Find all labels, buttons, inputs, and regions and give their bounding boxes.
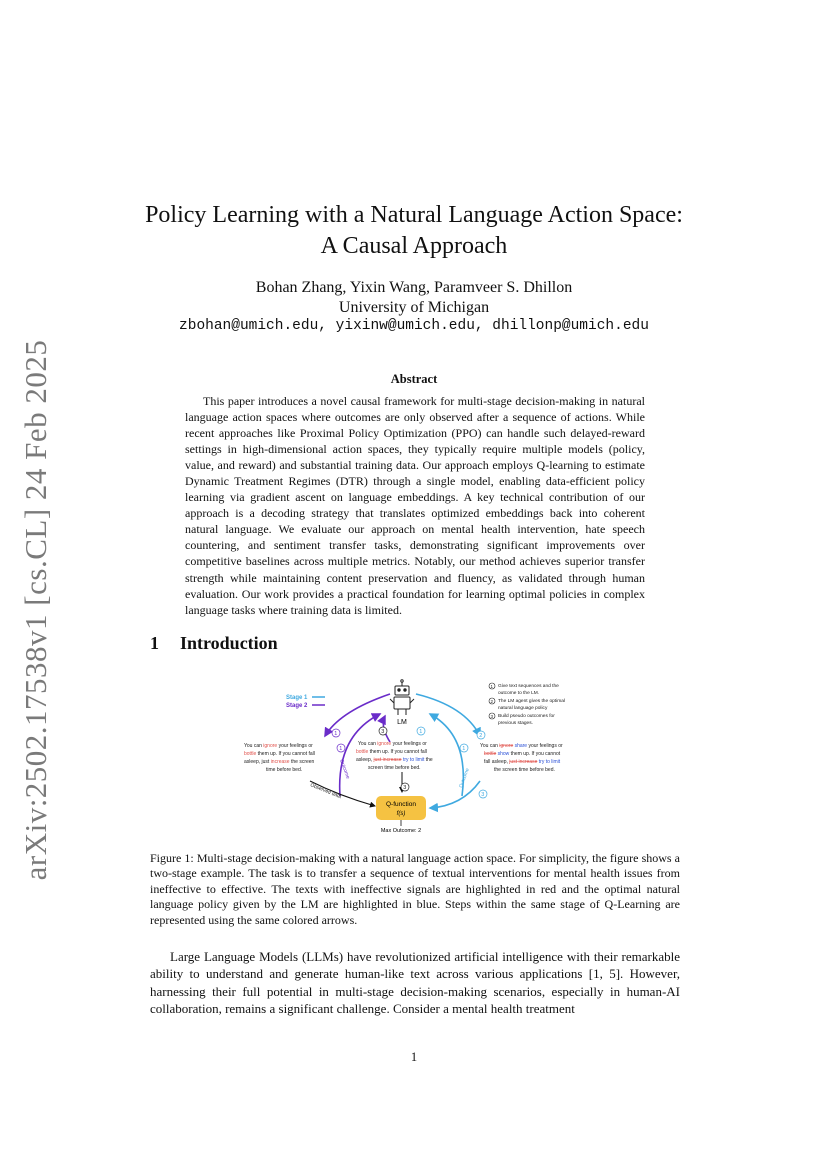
q-function-box bbox=[376, 796, 426, 820]
svg-text:asleep, just increase try to l: asleep, just increase try to limit the bbox=[356, 757, 433, 763]
robot-icon bbox=[390, 680, 414, 715]
figure-diagram bbox=[240, 676, 590, 841]
title-line-2: A Causal Approach bbox=[320, 233, 508, 259]
author-names: Bohan Zhang, Yixin Wang, Paramveer S. Dhillon bbox=[255, 279, 573, 296]
section-number: 1 bbox=[150, 633, 159, 653]
svg-text:bottle them up. If you cannot: bottle them up. If you cannot fall bbox=[244, 751, 315, 757]
author-block bbox=[0, 278, 828, 318]
marker-number: 2 bbox=[479, 733, 483, 739]
abstract-heading: Abstract bbox=[390, 372, 438, 386]
outcome-label-stage-2: Outcome bbox=[338, 758, 351, 780]
step-marker: 1 bbox=[490, 683, 494, 689]
step-marker: 2 bbox=[490, 698, 494, 704]
step-1-line-a: Give text sequences and the bbox=[498, 684, 559, 689]
left-text-block bbox=[244, 743, 315, 773]
stage-1-arrow-to-q bbox=[430, 781, 480, 808]
page-number: 1 bbox=[410, 1050, 418, 1064]
step-3-line-a: Build pseudo outcomes for bbox=[498, 714, 555, 719]
svg-text:bottle them up. If you cannot: bottle them up. If you cannot fall bbox=[356, 749, 427, 755]
section-title: Introduction bbox=[180, 633, 278, 653]
svg-text:time before bed.: time before bed. bbox=[266, 767, 303, 773]
marker-number: 3 bbox=[403, 785, 407, 791]
svg-text:You can ignore share your feel: You can ignore share your feelings or bbox=[480, 743, 563, 749]
stage-2-outcome-arrow bbox=[340, 714, 380, 796]
max-outcome-label: Max Outcome: 2 bbox=[380, 828, 422, 834]
step-3-line-b: previous stages. bbox=[498, 721, 533, 726]
author-emails: zbohan@umich.edu, yixinw@umich.edu, dhillonp@umich.edu bbox=[179, 318, 649, 334]
figure-1 bbox=[240, 676, 590, 841]
step-2-line-a: The LM agent gives the optimal bbox=[498, 699, 565, 704]
marker-number: 3 bbox=[381, 729, 385, 735]
section-heading bbox=[150, 633, 278, 654]
figure-legend bbox=[286, 695, 325, 709]
step-1-line-b: outcome to the LM. bbox=[498, 691, 540, 696]
svg-text:fall asleep, just increase try: fall asleep, just increase try to limit bbox=[484, 759, 561, 765]
paper-title bbox=[0, 200, 828, 262]
step-marker: 3 bbox=[490, 713, 494, 719]
svg-text:bottle show them up. If you ca: bottle show them up. If you cannot bbox=[484, 751, 561, 757]
marker-number: 1 bbox=[339, 746, 343, 752]
q-function-symbol: f(s) bbox=[396, 811, 406, 817]
svg-text:You can ignore your feelings o: You can ignore your feelings or bbox=[358, 741, 427, 747]
marker-number: 1 bbox=[334, 731, 338, 737]
arxiv-identifier bbox=[12, 339, 60, 881]
middle-text-block bbox=[356, 741, 433, 771]
marker-number: 1 bbox=[462, 746, 466, 752]
marker-number: 1 bbox=[419, 729, 423, 735]
figure-caption: Figure 1: Multi-stage decision-making with a natural language action space. For simplicity, the figure shows a two-stage example. The task is to transfer a sequence of textual interventions for mental health issues from ineffective to effective. The texts with ineffective signals are highlighted in red and the optimal natural language policy given by the LM are highlighted in blue. Steps within the same stage of Q-Learning are represented using the same colored arrows. bbox=[150, 851, 680, 927]
right-text-block bbox=[480, 743, 563, 773]
svg-text:screen time before bed.: screen time before bed. bbox=[368, 765, 421, 771]
intro-paragraph: Large Language Models (LLMs) have revolutionized artificial intelligence with their remarkable ability to understand and generate human-like text across various applications [1, 5]. However, harnessing their full potential in multi-stage decision-making scenarios, especially in human-AI collaboration, remains a significant challenge. Consider a mental health treatment bbox=[150, 949, 680, 1016]
step-2-line-b: natural language policy bbox=[498, 706, 548, 711]
arxiv-id-text: arXiv:2502.17538v1 [cs.CL] 24 Feb 2025 bbox=[18, 339, 53, 881]
svg-text:You can ignore your feelings o: You can ignore your feelings or bbox=[244, 743, 313, 749]
legend-stage-1: Stage 1 bbox=[286, 695, 308, 701]
abstract-text: This paper introduces a novel causal framework for multi-stage decision-making in natural language action spaces where outcomes are only observed after a sequence of actions. While recent approaches like Proximal Policy Optimization (PPO) can handle such delayed-reward settings in high-dimensional action spaces, they typically require multiple models (policy, value, and reward) and substantial training data. Our approach employs Q-learning to estimate Dynamic Treatment Regimes (DTR) through a single model, enabling data-efficient policy learning via gradient ascent on language embeddings. A key technical contribution of our approach is a decoding strategy that translates optimized embeddings back into coherent natural language. We evaluate our approach on mental health intervention, hate speech countering, and sentiment transfer tasks, demonstrating significant improvements over competitive baselines across multiple metrics. Notably, our method achieves superior transfer strength while maintaining content preservation and fluency, as validated through human evaluation. Our work provides a practical foundation for learning optimal policies in complex language tasks where training data is limited. bbox=[185, 394, 645, 617]
affiliation: University of Michigan bbox=[338, 299, 490, 316]
marker-number: 3 bbox=[481, 792, 485, 798]
q-function-label: Q-function bbox=[386, 801, 416, 808]
title-line-1: Policy Learning with a Natural Language Action Space: bbox=[145, 202, 683, 228]
steps-list bbox=[489, 683, 565, 726]
observed-data-label: Observed data bbox=[309, 782, 342, 801]
outcome-label-stage-1: Outcome bbox=[458, 767, 471, 789]
svg-text:the screen time before bed.: the screen time before bed. bbox=[494, 767, 555, 773]
legend-stage-2: Stage 2 bbox=[286, 703, 308, 709]
lm-label: LM bbox=[397, 719, 407, 726]
svg-text:asleep, just increase the scre: asleep, just increase the screen bbox=[244, 759, 315, 765]
